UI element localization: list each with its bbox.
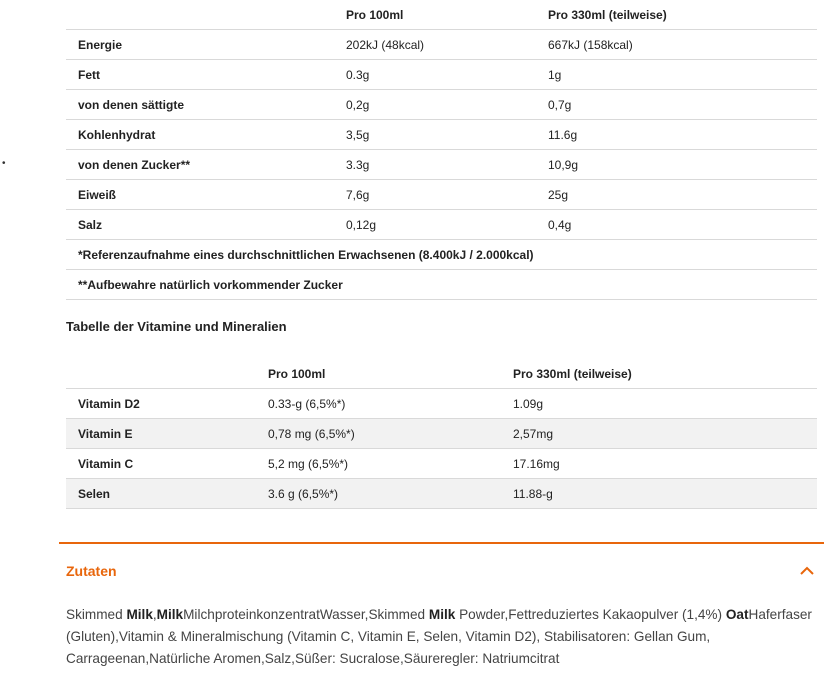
footnote-sugar: **Aufbewahre natürlich vorkommender Zucker bbox=[66, 270, 817, 300]
ingredient-text: Skimmed bbox=[66, 607, 127, 622]
row-label: Selen bbox=[66, 479, 256, 509]
row-label: Fett bbox=[78, 67, 100, 82]
table-row bbox=[66, 30, 817, 60]
value-100ml: 0,2g bbox=[334, 90, 536, 120]
ingredients-accordion-title[interactable]: Zutaten bbox=[66, 563, 117, 579]
value-330ml: 1g bbox=[548, 67, 562, 82]
ingredient-text: Haferfaser (Gluten),Vitamin & Mineralmischung (Vitamin C, Vitamin E, Selen, Vitamin D2), Stabilisatoren: Gellan Gum, Carrageenan,Natürliche Aromen,Salz,Süßer: Sucralose,Säureregler: Natriumcitrat bbox=[66, 607, 812, 666]
bullet-dot: • bbox=[2, 158, 6, 169]
value-100ml: 3.6 g (6,5%*) bbox=[256, 479, 501, 509]
value-330ml: 25g bbox=[548, 187, 569, 202]
header-cell: Pro 100ml bbox=[268, 366, 326, 381]
value-330ml: 11.88-g bbox=[501, 479, 817, 509]
value-330ml: 17.16mg bbox=[501, 449, 817, 479]
row-label: Kohlenhydrat bbox=[78, 127, 156, 142]
chevron-up-icon[interactable] bbox=[798, 563, 816, 577]
ingredient-highlight: Milk bbox=[126, 607, 153, 622]
table-row bbox=[66, 389, 817, 419]
table-row bbox=[66, 180, 817, 210]
row-label: Eiweiß bbox=[78, 187, 117, 202]
ingredient-highlight: Oat bbox=[725, 607, 749, 622]
nutrition-table bbox=[66, 0, 817, 300]
footnote-reference: *Referenzaufnahme eines durchschnittlichen Erwachsenen (8.400kJ / 2.000kcal) bbox=[78, 247, 534, 262]
header-cell: Pro 330ml (teilweise) bbox=[548, 7, 667, 22]
ingredients-text bbox=[66, 604, 826, 670]
value-330ml: 667kJ (158kcal) bbox=[536, 30, 817, 60]
accordion-divider bbox=[59, 542, 824, 544]
ingredient-text: Powder,Fettreduziertes Kakaopulver (1,4%) bbox=[455, 607, 726, 622]
value-330ml: 11.6g bbox=[548, 127, 578, 142]
value-100ml: 5,2 mg (6,5%*) bbox=[256, 449, 501, 479]
footnote-row bbox=[66, 270, 817, 300]
vitamins-header-row bbox=[66, 359, 817, 389]
row-label: Vitamin C bbox=[66, 449, 256, 479]
header-cell: Pro 100ml bbox=[346, 7, 404, 22]
value-100ml: 0,12g bbox=[334, 210, 536, 240]
value-100ml: 0.33-g (6,5%*) bbox=[256, 389, 501, 419]
row-label: Salz bbox=[66, 210, 334, 240]
footnote-row bbox=[66, 240, 817, 270]
row-label: von denen Zucker** bbox=[66, 150, 334, 180]
value-100ml: 202kJ (48kcal) bbox=[334, 30, 536, 60]
table-row bbox=[66, 210, 817, 240]
value-100ml: 3.3g bbox=[334, 150, 536, 180]
row-label: von denen sättigte bbox=[66, 90, 334, 120]
nutrition-header-row bbox=[66, 0, 817, 30]
vitamins-section-title: Tabelle der Vitamine und Mineralien bbox=[66, 319, 287, 334]
header-cell bbox=[66, 359, 256, 389]
ingredient-text: MilchproteinkonzentratWasser,Skimmed bbox=[183, 607, 429, 622]
header-cell: Pro 330ml (teilweise) bbox=[513, 366, 632, 381]
header-cell bbox=[66, 0, 334, 30]
ingredient-highlight: Milk bbox=[156, 607, 184, 622]
value-330ml: 0,7g bbox=[536, 90, 817, 120]
value-330ml: 2,57mg bbox=[501, 419, 817, 449]
value-100ml: 7,6g bbox=[346, 187, 370, 202]
table-row bbox=[66, 120, 817, 150]
ingredient-highlight: Milk bbox=[428, 607, 456, 622]
table-row bbox=[66, 150, 817, 180]
row-label: Energie bbox=[66, 30, 334, 60]
vitamins-table bbox=[66, 359, 817, 509]
table-row bbox=[66, 419, 817, 449]
table-row bbox=[66, 449, 817, 479]
value-100ml: 0.3g bbox=[346, 67, 370, 82]
value-100ml: 0,78 mg (6,5%*) bbox=[256, 419, 501, 449]
value-330ml: 1.09g bbox=[501, 389, 817, 419]
table-row bbox=[66, 479, 817, 509]
row-label: Vitamin D2 bbox=[66, 389, 256, 419]
ingredient-text: , bbox=[152, 607, 157, 622]
table-row bbox=[66, 60, 817, 90]
value-330ml: 0,4g bbox=[536, 210, 817, 240]
row-label: Vitamin E bbox=[66, 419, 256, 449]
table-row bbox=[66, 90, 817, 120]
value-100ml: 3,5g bbox=[346, 127, 370, 142]
value-330ml: 10,9g bbox=[536, 150, 817, 180]
